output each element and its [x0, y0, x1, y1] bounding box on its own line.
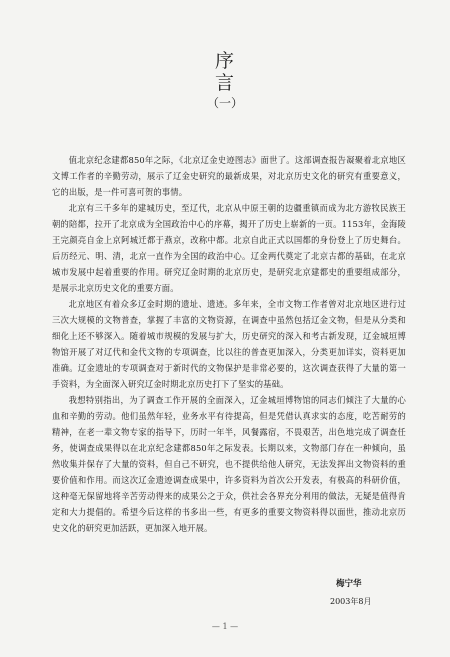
author-signature: 梅宁华	[336, 579, 362, 589]
signature-date: 2003年8月	[330, 597, 372, 606]
preface-subtitle: （一）	[206, 96, 243, 110]
paragraph-2: 北京有三千多年的建城历史，至辽代，北京从中原王朝的边疆重镇而成为北方游牧民族王朝的陪都，拉开了北京成为全国政治中心的序幕，揭开了历史上崭新的一页。1153年，金海陵王完颜亮自金上京阿城迁都于燕京，改称中都。北京自此正式以国都的身份登上了历史舞台。后历经元、明、清，北京一直作为全国的政治中心。辽金两代奠定了北京古都的基础，在北京城市发展中起着重要的作用。研究辽金时期的北京历史，是研究北京建都史的重要组成部分，是展示北京历史文化的重要方面。	[52, 203, 406, 293]
title-char-2: 言	[214, 72, 235, 94]
preface-body	[52, 152, 406, 536]
paragraph-1: 值北京纪念建都850年之际，《北京辽金史迹图志》面世了。这部调查报告凝聚着北京地区文博工作者的辛勤劳动，展示了辽金史研究的最新成果，对北京历史文化的研究有重要意义，它的出版，是一件可喜可贺的事情。	[52, 155, 406, 197]
title-char-1: 序	[214, 50, 235, 72]
preface-title	[0, 50, 450, 94]
paragraph-3: 北京地区有着众多辽金时期的遗址、遗迹。多年来，全市文物工作者曾对北京地区进行过三次大规模的文物普查，掌握了丰富的文物资源，在调查中虽然包括辽金文物，但是从分类和细化上还不够深入。随着城市规模的发展与扩大，历史研究的深入和考古新发现，辽金城垣博物馆开展了对辽代和金代文物的专项调查，比以往的普查更加深入，分类更加详实，资料更加准确。辽金遗址的专项调查对于新时代的文物保护是非常必要的，这次调查获得了大量的第一手资料，为全面深入研究辽金时期北京历史打下了坚实的基础。	[52, 299, 406, 389]
page-number: — 1 —	[211, 622, 239, 631]
paragraph-4: 我想特别指出，为了调查工作开展的全面深入，辽金城垣博物馆的同志们倾注了大量的心血和辛勤的劳动。他们虽然年轻，业务水平有待提高，但是凭借认真求实的态度，吃苦耐劳的精神，在老一辈文物专家的指导下，历时一年半，风餐露宿，不畏艰苦，出色地完成了调查任务，使调查成果得以在北京纪念建都850年之际发表。长期以来，文物部门存在一种倾向，虽然收集并保存了大量的资料，但自己不研究，也不提供给他人研究，无法发挥出文物资料的重要价值和作用。而这次辽金遗迹调查成果中，许多资料为首次公开发表，有极高的科研价值，这种毫无保留地将辛苦劳动得来的成果公之于众，供社会各界充分利用的做法，无疑是值得肯定和大力提倡的。希望今后这样的书多出一些，有更多的重要文物资料得以面世，推动北京历史文化的研究更加活跃，更加深入地开展。	[52, 395, 406, 533]
